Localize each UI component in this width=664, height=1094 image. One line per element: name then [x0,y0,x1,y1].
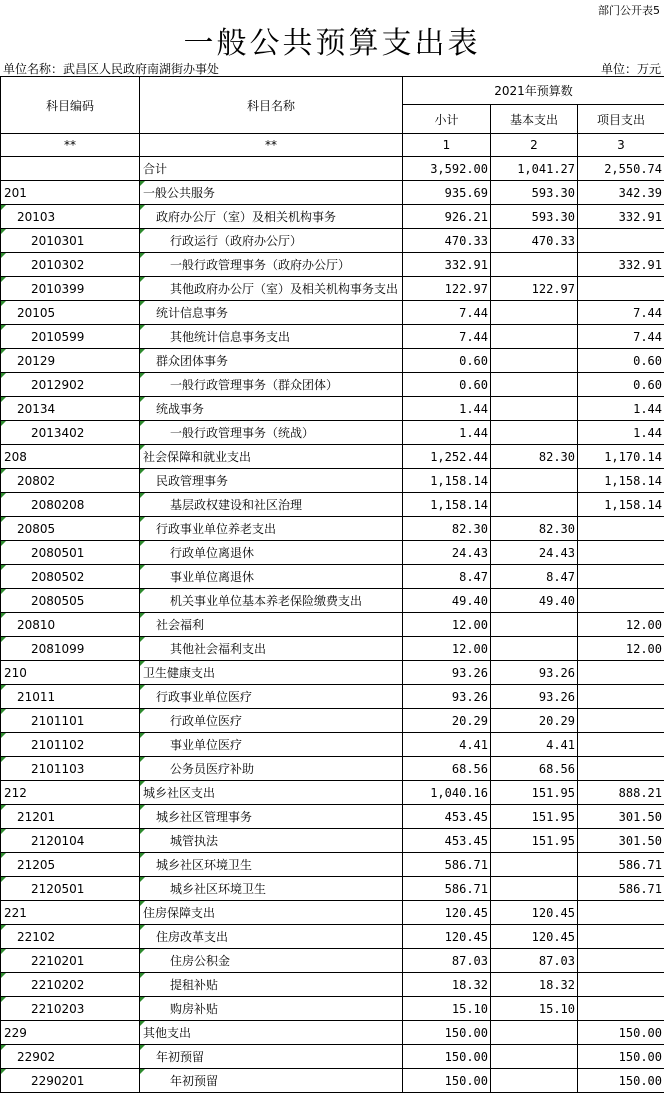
row-name: 群众团体事务 [140,349,403,373]
row-project: 0.60 [578,373,664,397]
row-subtotal: 20.29 [403,709,491,733]
row-project [578,973,664,997]
row-code: 20805 [1,517,140,541]
row-project: 332.91 [578,205,664,229]
row-subtotal: 150.00 [403,1069,491,1093]
row-code: 21201 [1,805,140,829]
row-basic [491,325,578,349]
table-row [1,349,664,373]
table-row [1,205,664,229]
row-name: 行政事业单位养老支出 [140,517,403,541]
row-basic: 82.30 [491,517,578,541]
row-project: 7.44 [578,301,664,325]
row-name: 公务员医疗补助 [140,757,403,781]
row-project [578,661,664,685]
row-name: 卫生健康支出 [140,661,403,685]
row-subtotal: 93.26 [403,685,491,709]
table-row [1,805,664,829]
table-row [1,445,664,469]
table-row [1,733,664,757]
table-row [1,277,664,301]
budget-table [0,76,664,1093]
row-name: 城管执法 [140,829,403,853]
row-name: 城乡社区管理事务 [140,805,403,829]
row-subtotal: 87.03 [403,949,491,973]
row-name: 统计信息事务 [140,301,403,325]
row-subtotal: 93.26 [403,661,491,685]
row-basic [491,253,578,277]
row-code: 2120104 [1,829,140,853]
row-project: 586.71 [578,853,664,877]
table-row [1,181,664,205]
row-subtotal: 12.00 [403,637,491,661]
row-name: 政府办公厅（室）及相关机构事务 [140,205,403,229]
row-project: 7.44 [578,325,664,349]
row-subtotal: 1,158.14 [403,493,491,517]
table-row [1,973,664,997]
row-subtotal: 8.47 [403,565,491,589]
row-project [578,565,664,589]
table-row [1,877,664,901]
row-project: 1.44 [578,397,664,421]
table-row [1,469,664,493]
header-code: 科目编码 [1,77,140,134]
row-code: 2080501 [1,541,140,565]
row-basic [491,613,578,637]
row-code: 20129 [1,349,140,373]
row-subtotal: 12.00 [403,613,491,637]
table-row [1,685,664,709]
row-name: 合计 [140,157,403,181]
row-name: 行政单位医疗 [140,709,403,733]
row-name: 住房改革支出 [140,925,403,949]
index-3: 3 [578,134,664,157]
row-name: 一般行政管理事务（群众团体） [140,373,403,397]
row-project: 150.00 [578,1069,664,1093]
table-row [1,1045,664,1069]
row-subtotal: 0.60 [403,349,491,373]
row-basic: 68.56 [491,757,578,781]
row-basic: 82.30 [491,445,578,469]
row-code: 20802 [1,469,140,493]
unit-name: 单位名称：武昌区人民政府南湖街办事处 [3,62,220,76]
row-basic [491,373,578,397]
row-code: 2120501 [1,877,140,901]
row-subtotal: 68.56 [403,757,491,781]
row-name: 机关事业单位基本养老保险缴费支出 [140,589,403,613]
row-project: 1,158.14 [578,469,664,493]
row-code: 201 [1,181,140,205]
row-code: 2012902 [1,373,140,397]
header-name: 科目名称 [140,77,403,134]
table-row [1,637,664,661]
row-name: 民政管理事务 [140,469,403,493]
row-project [578,517,664,541]
row-basic [491,397,578,421]
row-subtotal: 150.00 [403,1021,491,1045]
row-basic [491,349,578,373]
row-name: 其他社会福利支出 [140,637,403,661]
row-project [578,685,664,709]
row-name: 统战事务 [140,397,403,421]
row-subtotal: 150.00 [403,1045,491,1069]
row-subtotal: 586.71 [403,877,491,901]
row-code: 2080208 [1,493,140,517]
row-name: 购房补贴 [140,997,403,1021]
row-basic: 1,041.27 [491,157,578,181]
row-basic [491,637,578,661]
header-project: 项目支出 [578,105,664,134]
row-project: 332.91 [578,253,664,277]
table-row [1,373,664,397]
row-subtotal: 122.97 [403,277,491,301]
row-project [578,541,664,565]
row-project: 301.50 [578,805,664,829]
row-basic [491,1069,578,1093]
row-code: 22902 [1,1045,140,1069]
row-project: 2,550.74 [578,157,664,181]
row-name: 事业单位医疗 [140,733,403,757]
row-code: 2080502 [1,565,140,589]
row-subtotal: 24.43 [403,541,491,565]
index-code: ** [1,134,140,157]
row-name: 一般行政管理事务（政府办公厅） [140,253,403,277]
row-basic: 4.41 [491,733,578,757]
header-subtotal: 小计 [403,105,491,134]
row-subtotal: 49.40 [403,589,491,613]
row-name: 基层政权建设和社区治理 [140,493,403,517]
table-row [1,253,664,277]
header-basic: 基本支出 [491,105,578,134]
page-title: 一般公共预算支出表 [183,26,481,61]
row-project: 12.00 [578,613,664,637]
row-code: 208 [1,445,140,469]
row-project [578,757,664,781]
row-code: 2081099 [1,637,140,661]
form-number: 部门公开表5 [598,4,660,17]
row-name: 其他政府办公厅（室）及相关机构事务支出 [140,277,403,301]
row-project [578,229,664,253]
table-row [1,925,664,949]
row-subtotal: 926.21 [403,205,491,229]
row-basic: 93.26 [491,685,578,709]
row-project [578,733,664,757]
table-row [1,997,664,1021]
row-code: 20134 [1,397,140,421]
row-name: 提租补贴 [140,973,403,997]
row-code: 229 [1,1021,140,1045]
row-name: 城乡社区环境卫生 [140,853,403,877]
row-name: 其他支出 [140,1021,403,1045]
row-basic [491,1045,578,1069]
row-code: 2210201 [1,949,140,973]
row-basic: 93.26 [491,661,578,685]
row-basic: 151.95 [491,781,578,805]
row-basic: 122.97 [491,277,578,301]
row-name: 行政事业单位医疗 [140,685,403,709]
index-1: 1 [403,134,491,157]
row-subtotal: 7.44 [403,325,491,349]
row-code: 212 [1,781,140,805]
row-basic [491,877,578,901]
row-basic: 151.95 [491,829,578,853]
row-name: 年初预留 [140,1069,403,1093]
row-subtotal: 82.30 [403,517,491,541]
row-project [578,925,664,949]
row-code: 2080505 [1,589,140,613]
row-code: 2210203 [1,997,140,1021]
row-name: 行政运行（政府办公厅） [140,229,403,253]
table-row [1,613,664,637]
row-subtotal: 120.45 [403,925,491,949]
row-code: 20103 [1,205,140,229]
row-basic [491,469,578,493]
row-project: 342.39 [578,181,664,205]
row-basic: 593.30 [491,181,578,205]
table-row [1,853,664,877]
row-subtotal: 1,252.44 [403,445,491,469]
row-basic [491,493,578,517]
row-basic [491,421,578,445]
row-basic: 120.45 [491,901,578,925]
row-basic [491,301,578,325]
row-code: 21205 [1,853,140,877]
index-name: ** [140,134,403,157]
row-code: 2101101 [1,709,140,733]
row-subtotal: 332.91 [403,253,491,277]
row-subtotal: 453.45 [403,829,491,853]
row-basic [491,1021,578,1045]
row-code: 2013402 [1,421,140,445]
row-name: 社会保障和就业支出 [140,445,403,469]
row-subtotal: 18.32 [403,973,491,997]
table-row [1,493,664,517]
row-basic: 470.33 [491,229,578,253]
table-row [1,901,664,925]
row-subtotal: 470.33 [403,229,491,253]
row-subtotal: 7.44 [403,301,491,325]
money-unit: 单位：万元 [600,62,661,76]
table-row [1,541,664,565]
table-row [1,589,664,613]
table-row [1,1021,664,1045]
row-name: 一般公共服务 [140,181,403,205]
row-code: 2010302 [1,253,140,277]
row-name: 其他统计信息事务支出 [140,325,403,349]
row-basic: 20.29 [491,709,578,733]
row-name: 一般行政管理事务（统战） [140,421,403,445]
table-row [1,421,664,445]
table-row [1,757,664,781]
row-name: 行政单位离退休 [140,541,403,565]
row-basic: 24.43 [491,541,578,565]
row-code: 20810 [1,613,140,637]
row-code: 2290201 [1,1069,140,1093]
row-code: 2010399 [1,277,140,301]
row-code: 2210202 [1,973,140,997]
row-basic [491,853,578,877]
row-code: 21011 [1,685,140,709]
table-row [1,565,664,589]
table-body [1,157,664,1093]
row-project [578,997,664,1021]
row-project: 12.00 [578,637,664,661]
row-code: 2010599 [1,325,140,349]
table-row [1,949,664,973]
row-basic: 120.45 [491,925,578,949]
table-row [1,709,664,733]
row-subtotal: 935.69 [403,181,491,205]
row-project: 1,170.14 [578,445,664,469]
row-code: 20105 [1,301,140,325]
table-row [1,517,664,541]
row-subtotal: 0.60 [403,373,491,397]
row-basic: 49.40 [491,589,578,613]
row-project: 1,158.14 [578,493,664,517]
row-subtotal: 120.45 [403,901,491,925]
row-project [578,949,664,973]
table-row [1,325,664,349]
row-project [578,709,664,733]
row-code: 210 [1,661,140,685]
row-project [578,901,664,925]
row-code: 2010301 [1,229,140,253]
row-basic: 593.30 [491,205,578,229]
table-row [1,397,664,421]
row-subtotal: 15.10 [403,997,491,1021]
row-project: 301.50 [578,829,664,853]
row-subtotal: 586.71 [403,853,491,877]
row-basic: 87.03 [491,949,578,973]
row-code: 221 [1,901,140,925]
index-2: 2 [491,134,578,157]
table-row [1,157,664,181]
row-project: 150.00 [578,1045,664,1069]
row-name: 城乡社区支出 [140,781,403,805]
table-row [1,229,664,253]
row-project: 586.71 [578,877,664,901]
header-budget-group: 2021年预算数 [403,77,664,105]
unit-info-row [3,60,661,76]
row-subtotal: 1.44 [403,421,491,445]
row-name: 年初预留 [140,1045,403,1069]
table-row [1,1069,664,1093]
row-name: 住房保障支出 [140,901,403,925]
row-basic: 151.95 [491,805,578,829]
row-subtotal: 1,040.16 [403,781,491,805]
row-name: 社会福利 [140,613,403,637]
row-code: 2101103 [1,757,140,781]
row-name: 住房公积金 [140,949,403,973]
row-code: 22102 [1,925,140,949]
row-project: 150.00 [578,1021,664,1045]
row-project [578,589,664,613]
table-row [1,661,664,685]
table-row [1,829,664,853]
table-row [1,781,664,805]
row-code [1,157,140,181]
row-name: 事业单位离退休 [140,565,403,589]
row-basic: 8.47 [491,565,578,589]
row-subtotal: 3,592.00 [403,157,491,181]
row-project [578,277,664,301]
table-row [1,301,664,325]
row-subtotal: 1.44 [403,397,491,421]
row-project: 0.60 [578,349,664,373]
row-subtotal: 1,158.14 [403,469,491,493]
row-subtotal: 453.45 [403,805,491,829]
row-basic: 18.32 [491,973,578,997]
row-project: 888.21 [578,781,664,805]
row-code: 2101102 [1,733,140,757]
row-basic: 15.10 [491,997,578,1021]
row-subtotal: 4.41 [403,733,491,757]
row-project: 1.44 [578,421,664,445]
row-name: 城乡社区环境卫生 [140,877,403,901]
